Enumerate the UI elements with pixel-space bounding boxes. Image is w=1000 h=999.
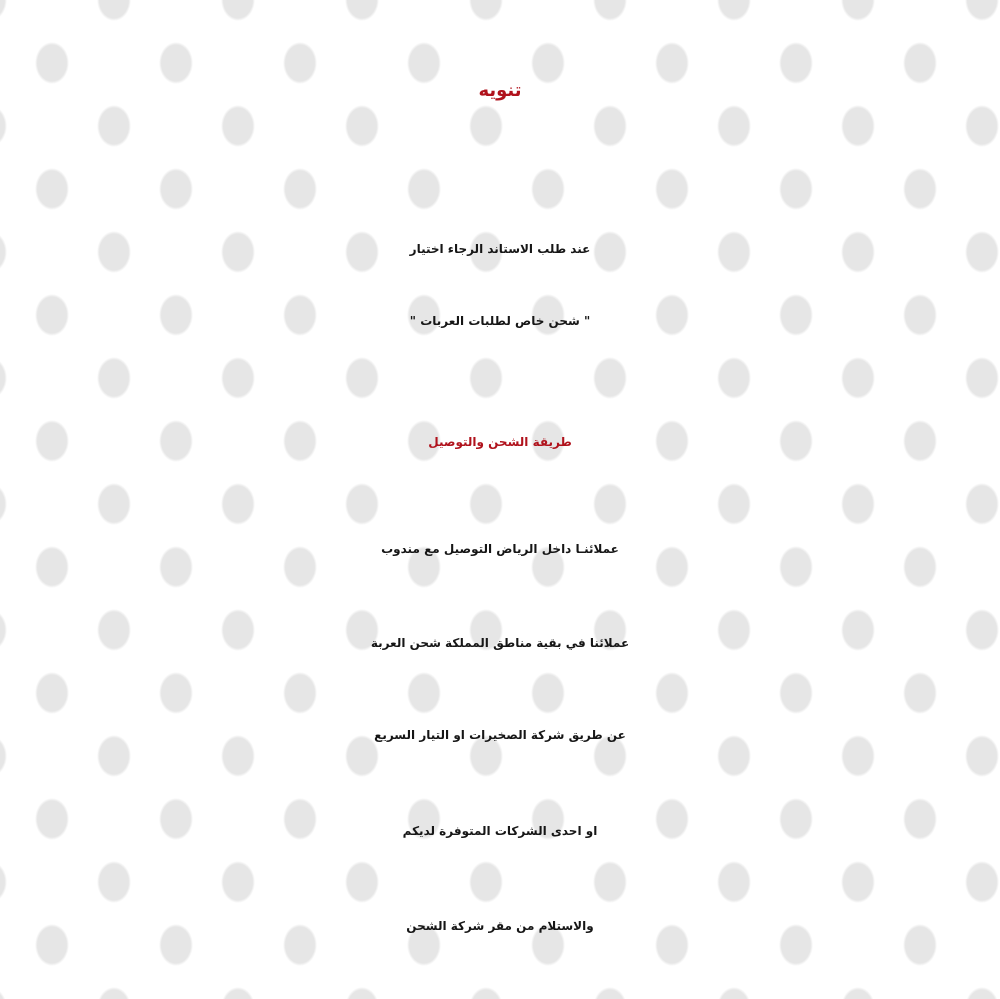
intro-line: " شحن خاص لطلبات العربات " xyxy=(409,314,591,328)
body-line: عملائنا في بقية مناطق المملكة شحن العربة xyxy=(370,636,630,650)
body-line: عن طريق شركة الصخيرات او التيار السريع xyxy=(374,728,626,742)
notice-title: تنويه xyxy=(478,80,522,101)
body-line: او احدى الشركات المتوفرة لديكم xyxy=(402,824,598,838)
body-line: والاستلام من مقر شركة الشحن xyxy=(406,919,594,933)
body-line: عملائنـا داخل الرياض التوصيل مع مندوب xyxy=(381,542,619,556)
intro-line: عند طلب الاستاند الرجاء اختيار xyxy=(409,242,591,256)
shipping-method-heading: طريقة الشحن والتوصيل xyxy=(428,435,572,449)
